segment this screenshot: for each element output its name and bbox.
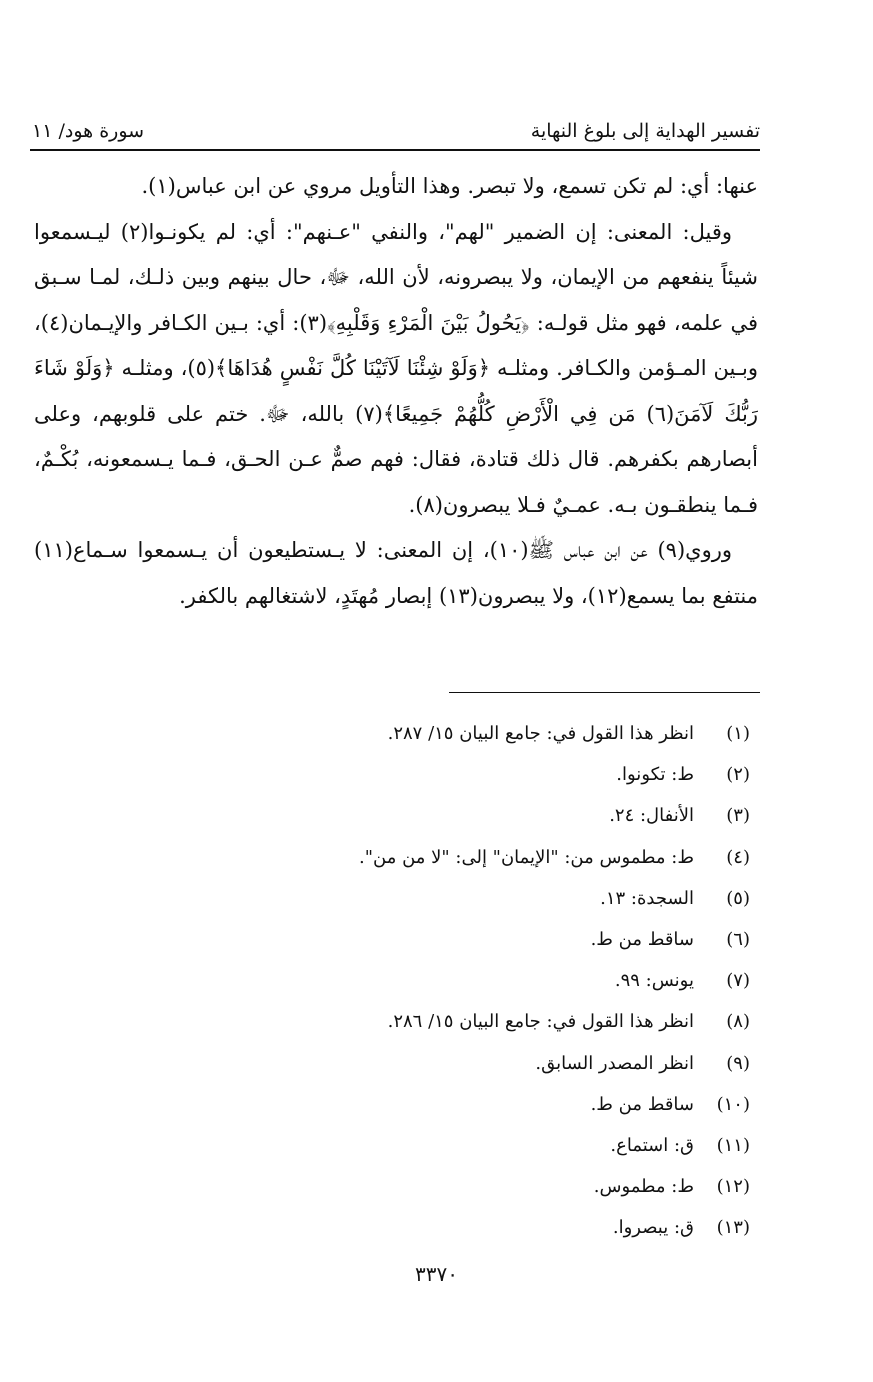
footnote-divider	[449, 692, 760, 693]
footnote	[60, 919, 750, 960]
footnote-number: (٣)	[726, 805, 750, 827]
surah-reference: سورة هود/ ١١	[32, 120, 145, 142]
paragraph: عنها: أي: لم تكن تسمع، ولا تبصر. وهذا التأويل مروي عن ابن عباس(١).	[141, 174, 758, 198]
footnote	[60, 754, 750, 795]
footnote-text: ط: تكونوا.	[616, 764, 694, 786]
footnote	[60, 960, 750, 1001]
footnote	[60, 1001, 750, 1042]
footnote-number: (١٠)	[716, 1093, 750, 1115]
main-text	[34, 164, 758, 619]
footnote	[60, 1125, 750, 1166]
footnote	[60, 837, 750, 878]
footnote-text: ق: يبصروا.	[612, 1217, 694, 1239]
footnotes	[60, 713, 750, 1248]
footnote	[60, 1043, 750, 1084]
footnote	[60, 1207, 750, 1248]
footnote-number: (١٣)	[716, 1217, 750, 1239]
footnote	[60, 1166, 750, 1207]
footnote-number: (٢)	[726, 764, 750, 786]
footnote-text: ط: مطموس من: "الإيمان" إلى: "لا من من".	[359, 846, 694, 868]
footnote-number: (١)	[726, 723, 750, 744]
running-header	[32, 108, 760, 142]
footnote-text: انظر المصدر السابق.	[535, 1052, 694, 1074]
footnote-text: انظر هذا القول في: جامع البيان ١٥/ ٢٨٦.	[387, 1011, 694, 1033]
footnote-number: (١١)	[716, 1134, 750, 1156]
footnote-number: (٤)	[726, 846, 750, 868]
footnote-text: يونس: ٩٩.	[614, 970, 694, 992]
footnote	[60, 713, 750, 754]
paragraph: وقيل: المعنى: إن الضمير "لهم"، والنفي "عـنهم": أي: لم يكونـوا(٢) ليـسمعوا شيئاً ينفعهم من الإيمان، ولا يبصرونه، لأن الله، ﷻ، حال بينهم وبين ذلـك، لمـا سـبق في علمه، فهو مثل قولـه: ﴿يَحُولُ بَيْنَ الْمَرْءِ وَقَلْبِهِ﴾(٣): أي: بـين الكـافر والإيـمان(٤)، وبـين المـؤمن والكـافر. ومثلـه ﴿وَلَوْ شِئْنَا لَآتَيْنَا كُلَّ نَفْسٍ هُدَاهَا﴾(٥)، ومثلـه ﴿وَلَوْ شَاءَ رَبُّكَ لَآمَنَ(٦) مَن فِي الْأَرْضِ كُلُّهُمْ جَمِيعًا﴾(٧) بالله، ﷻ. ختم على قلوبهم، وعلى أبصارهم بكفرهم. قال ذلك قتادة، فقال: فهم صمٌّ عـن الحـق، فـما يـسمعونه، بُكْـمٌ، فـما ينطقـون بـه. عمـيٌ فـلا يبصرون(٨).	[34, 219, 759, 517]
footnote-number: (٦)	[726, 928, 750, 950]
footnote-number: (٧)	[726, 970, 750, 992]
page-number: ٣٣٧٠	[415, 1262, 458, 1286]
footnote-number: (٩)	[726, 1052, 750, 1074]
book-title: تفسير الهداية إلى بلوغ النهاية	[530, 120, 760, 142]
footnote-text: ساقط من ط.	[590, 1093, 694, 1115]
footnote-text: انظر هذا القول في: جامع البيان ١٥/ ٢٨٧.	[387, 723, 694, 744]
footnote-number: (٥)	[726, 887, 750, 909]
footnote-text: ط: مطموس.	[593, 1176, 694, 1198]
footnote-number: (١٢)	[716, 1176, 750, 1198]
header-divider	[30, 149, 760, 151]
footnote	[60, 1084, 750, 1125]
footnote	[60, 878, 750, 919]
footnote-number: (٨)	[726, 1011, 750, 1033]
footnote	[60, 795, 750, 836]
footnote-text: ق: استماع.	[610, 1134, 694, 1156]
paragraph: وروي(٩) عن ابن عباس ﷺ(١٠)، إن المعنى: لا يـستطيعون أن يـسمعوا سـماع(١١) منتفع بما يسمع(١٢)، ولا يبصرون(١٣) إبصار مُهتَدٍ، لاشتغالهم بالكفر.	[34, 538, 758, 608]
footnote-text: السجدة: ١٣.	[600, 887, 694, 909]
footnote-text: ساقط من ط.	[590, 928, 694, 950]
footnote-text: الأنفال: ٢٤.	[609, 805, 694, 827]
